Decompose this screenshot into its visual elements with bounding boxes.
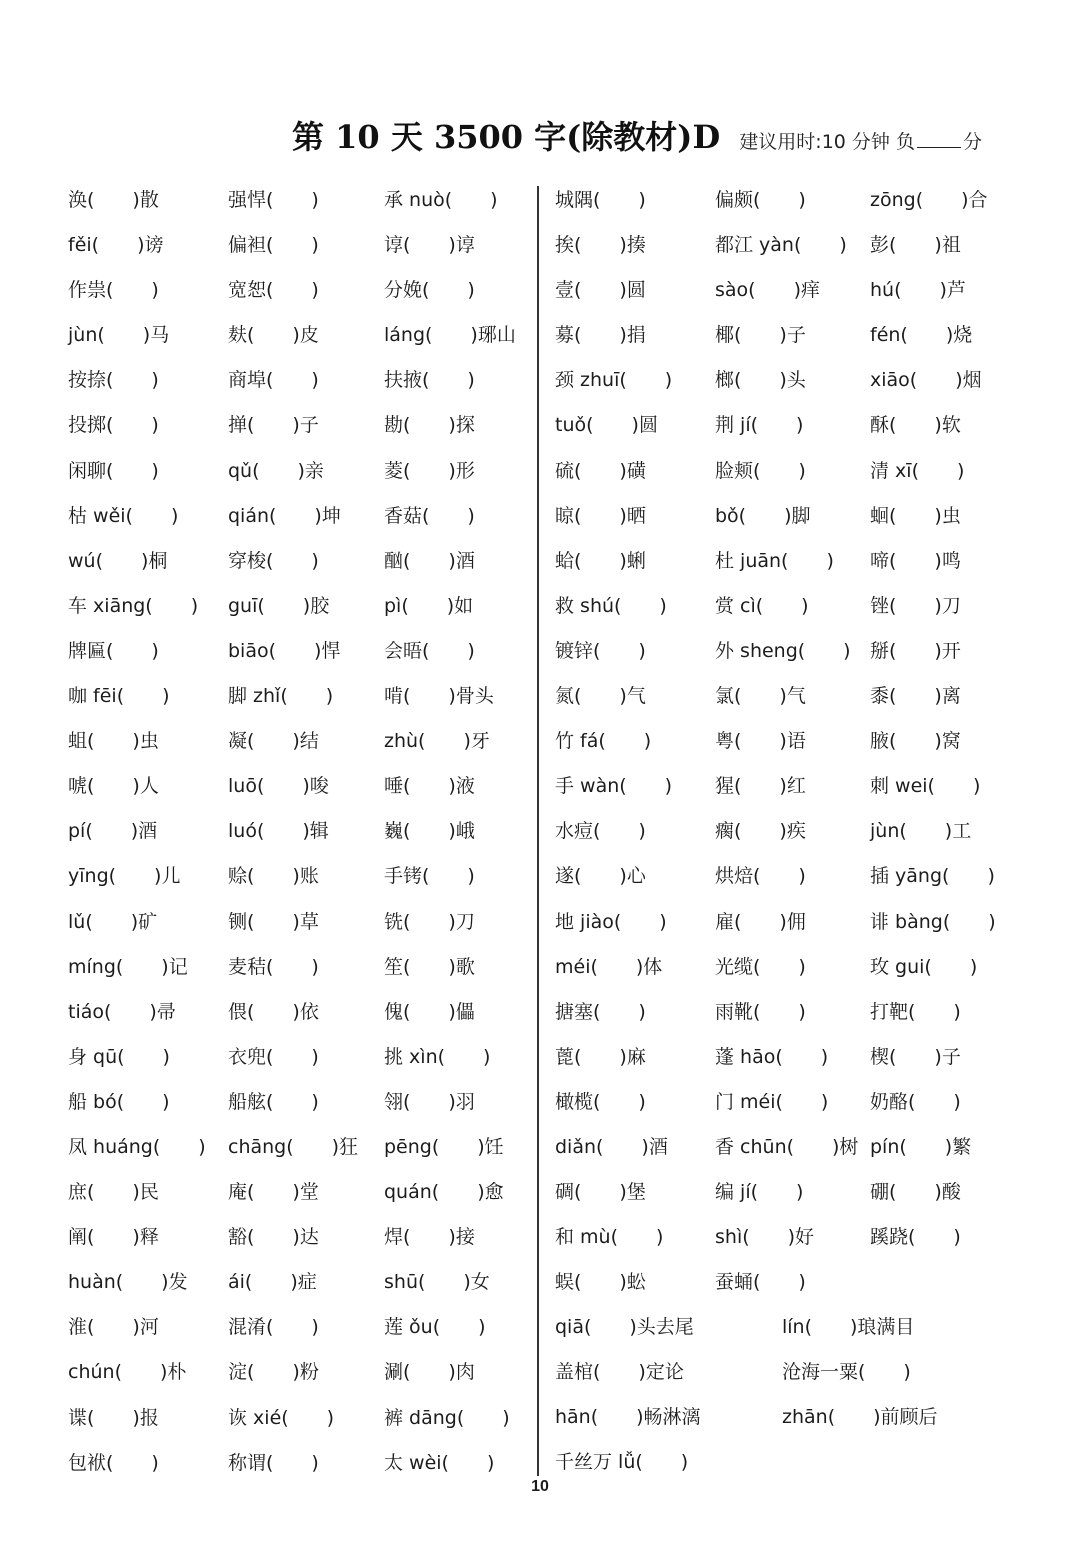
word-item[interactable]: 麸( )皮: [228, 324, 319, 347]
word-item[interactable]: diǎn( )酒: [555, 1135, 668, 1158]
word-item[interactable]: 刺 wei( ): [870, 775, 981, 798]
word-item[interactable]: 咖 fēi( ): [68, 685, 170, 708]
word-item[interactable]: lǔ( )矿: [68, 910, 158, 933]
word-item[interactable]: 投掷( ): [68, 414, 159, 437]
word-item[interactable]: shū( )女: [384, 1271, 490, 1294]
word-item[interactable]: 救 shú( ): [555, 594, 667, 617]
word-item[interactable]: 涮( )肉: [384, 1361, 475, 1384]
word-item[interactable]: qiā( )头去尾: [555, 1316, 694, 1338]
word-item[interactable]: luó( )辑: [228, 820, 329, 843]
word-item[interactable]: 淮( )河: [68, 1316, 159, 1339]
word-column-5: [715, 178, 858, 1305]
word-column-2: [228, 178, 358, 1486]
word-item[interactable]: 氯( )气: [715, 685, 806, 708]
word-item[interactable]: 涣( )散: [68, 189, 159, 211]
suggested-time: 建议用时:10 分钟 负: [739, 131, 915, 153]
word-item[interactable]: 蜈( )蚣: [555, 1271, 646, 1294]
column-divider: [537, 186, 539, 1476]
word-item[interactable]: fén( )烧: [870, 324, 973, 347]
word-item[interactable]: 镀锌( ): [555, 639, 646, 662]
word-item[interactable]: 扶掖( ): [384, 369, 475, 392]
word-item[interactable]: 商埠( ): [228, 369, 319, 392]
word-item[interactable]: zhù( )牙: [384, 730, 490, 753]
word-item[interactable]: 脸颊( ): [715, 459, 806, 482]
word-item[interactable]: 杜 juān( ): [715, 549, 834, 572]
word-item[interactable]: 啃( )骨头: [384, 685, 494, 708]
word-item[interactable]: chún( )朴: [68, 1361, 187, 1384]
word-item[interactable]: 牌匾( ): [68, 639, 159, 662]
score-unit: 分: [962, 131, 982, 153]
word-item[interactable]: 荆 jí( ): [715, 414, 804, 437]
word-item[interactable]: tuǒ( )圆: [555, 414, 658, 437]
word-item[interactable]: 竹 fá( ): [555, 730, 652, 753]
word-item[interactable]: 锉( )刀: [870, 594, 961, 617]
word-item[interactable]: 榔( )头: [715, 369, 806, 392]
word-item[interactable]: 搪塞( ): [555, 1000, 646, 1023]
word-item[interactable]: 按捺( ): [68, 369, 159, 392]
word-item[interactable]: míng( )记: [68, 955, 188, 978]
word-item[interactable]: 掰( )开: [870, 639, 961, 662]
word-item[interactable]: 赊( )账: [228, 865, 319, 888]
word-item[interactable]: 碉( )堡: [555, 1181, 646, 1204]
page-number: 10: [531, 1478, 549, 1495]
word-item[interactable]: 巍( )峨: [384, 820, 475, 843]
word-item[interactable]: 船 bó( ): [68, 1090, 170, 1113]
word-item[interactable]: 裤 dāng( ): [384, 1406, 510, 1429]
word-item[interactable]: 阐( )释: [68, 1226, 159, 1249]
word-item[interactable]: 挑 xìn( ): [384, 1045, 491, 1068]
word-item[interactable]: 勘( )探: [384, 414, 475, 437]
word-item[interactable]: 雇( )佣: [715, 910, 806, 933]
word-item[interactable]: huàn( )发: [68, 1271, 188, 1294]
word-item[interactable]: 手 wàn( ): [555, 775, 673, 798]
word-item[interactable]: 蓬 hāo( ): [715, 1045, 829, 1068]
word-item[interactable]: 硼( )酸: [870, 1181, 961, 1204]
word-item[interactable]: sào( )痒: [715, 279, 820, 302]
word-item[interactable]: 凝( )结: [228, 730, 319, 753]
word-item[interactable]: 粤( )语: [715, 730, 806, 753]
word-item[interactable]: 脚 zhǐ( ): [228, 685, 334, 708]
word-item[interactable]: 颈 zhuī( ): [555, 369, 673, 392]
word-item[interactable]: fěi( )谤: [68, 234, 164, 257]
word-item[interactable]: 啼( )鸣: [870, 549, 961, 572]
word-item[interactable]: 雨靴( ): [715, 1000, 806, 1023]
word-item[interactable]: 腋( )窝: [870, 730, 961, 753]
word-item[interactable]: 水痘( ): [555, 820, 646, 843]
word-item[interactable]: qián( )坤: [228, 504, 341, 527]
word-item[interactable]: 都江 yàn( ): [715, 234, 847, 257]
word-item[interactable]: 庶( )民: [68, 1181, 159, 1204]
word-item[interactable]: 蛆( )虫: [68, 730, 159, 753]
word-item[interactable]: 和 mù( ): [555, 1226, 664, 1249]
word-item[interactable]: 壹( )圆: [555, 279, 646, 302]
word-item[interactable]: wú( )桐: [68, 549, 168, 572]
word-item[interactable]: 身 qū( ): [68, 1045, 170, 1068]
word-item[interactable]: shì( )好: [715, 1226, 815, 1249]
idiom-column-right: [782, 1305, 938, 1440]
word-item[interactable]: 谍( )报: [68, 1406, 159, 1429]
word-item[interactable]: pì( )如: [384, 594, 474, 617]
word-item[interactable]: 猩( )红: [715, 775, 806, 798]
word-item[interactable]: 闲聊( ): [68, 459, 159, 482]
word-column-4: [555, 178, 672, 1305]
word-item[interactable]: 瘸( )疾: [715, 820, 806, 843]
word-item[interactable]: 淀( )粉: [228, 1361, 319, 1384]
word-item[interactable]: 门 méi( ): [715, 1090, 829, 1113]
word-item[interactable]: zhān( )前顾后: [782, 1406, 938, 1429]
word-item[interactable]: 蛤( )蜊: [555, 549, 646, 572]
word-item[interactable]: 豁( )达: [228, 1226, 319, 1249]
word-item[interactable]: 麦秸( ): [228, 955, 319, 978]
word-item[interactable]: chāng( )狂: [228, 1135, 359, 1158]
word-item[interactable]: 太 wèi( ): [384, 1451, 495, 1474]
word-item[interactable]: 承 nuò( ): [384, 189, 498, 211]
score-blank[interactable]: [917, 133, 961, 148]
word-item[interactable]: 笙( )歌: [384, 955, 475, 978]
word-item[interactable]: 蛔( )虫: [870, 504, 961, 527]
word-column-6: [870, 178, 996, 1260]
word-item[interactable]: zōng( )合: [870, 189, 988, 211]
word-item[interactable]: 楔( )子: [870, 1045, 961, 1068]
word-item[interactable]: 衣兜( ): [228, 1045, 319, 1068]
word-item[interactable]: 椰( )子: [715, 324, 806, 347]
word-item[interactable]: 翎( )羽: [384, 1090, 475, 1113]
word-item[interactable]: 诙 xié( ): [228, 1406, 335, 1429]
word-item[interactable]: 唾( )液: [384, 775, 475, 798]
word-item[interactable]: 城隅( ): [555, 189, 646, 211]
word-item[interactable]: 盖棺( )定论: [555, 1361, 684, 1384]
word-column-1: [68, 178, 206, 1486]
word-item[interactable]: 包袱( ): [68, 1451, 159, 1474]
word-item[interactable]: 焊( )接: [384, 1226, 475, 1249]
word-item[interactable]: 千丝万 lǚ( ): [555, 1451, 689, 1474]
word-item[interactable]: tiáo( )帚: [68, 1000, 176, 1023]
word-column-3: [384, 178, 516, 1486]
word-item[interactable]: pín( )繁: [870, 1135, 972, 1158]
word-item[interactable]: 玫 gui( ): [870, 955, 978, 978]
word-item[interactable]: 沧海一粟( ): [782, 1361, 911, 1384]
word-item[interactable]: 庵( )堂: [228, 1181, 319, 1204]
word-item[interactable]: 莲 ǒu( ): [384, 1316, 486, 1339]
word-item[interactable]: 橄榄( ): [555, 1090, 646, 1113]
word-item[interactable]: bǒ( )脚: [715, 504, 811, 527]
word-item[interactable]: 烘焙( ): [715, 865, 806, 888]
word-item[interactable]: 酗( )酒: [384, 549, 475, 572]
word-item[interactable]: 唬( )人: [68, 775, 159, 798]
word-item[interactable]: hú( )芦: [870, 279, 966, 302]
word-item[interactable]: 偎( )依: [228, 1000, 319, 1023]
word-item[interactable]: qǔ( )亲: [228, 459, 324, 482]
word-item[interactable]: 挨( )揍: [555, 234, 646, 257]
word-item[interactable]: jùn( )工: [870, 820, 972, 843]
word-item[interactable]: jùn( )马: [68, 324, 170, 347]
word-item[interactable]: biāo( )悍: [228, 639, 341, 662]
word-item[interactable]: 诽 bàng( ): [870, 910, 996, 933]
word-item[interactable]: hān( )畅淋漓: [555, 1406, 701, 1429]
word-item[interactable]: 船舷( ): [228, 1090, 319, 1113]
word-item[interactable]: 遂( )心: [555, 865, 646, 888]
word-item[interactable]: 彭( )祖: [870, 234, 961, 257]
word-item[interactable]: lín( )琅满目: [782, 1316, 915, 1338]
word-item[interactable]: 蚕蛹( ): [715, 1271, 806, 1294]
word-item[interactable]: 掸( )子: [228, 414, 319, 437]
word-item[interactable]: 穿梭( ): [228, 549, 319, 572]
word-item[interactable]: 铡( )草: [228, 910, 319, 933]
word-item[interactable]: 蹊跷( ): [870, 1226, 961, 1249]
word-item[interactable]: 香 chūn( )树: [715, 1135, 859, 1158]
word-item[interactable]: 枯 wěi( ): [68, 504, 179, 527]
word-item[interactable]: 香菇( ): [384, 504, 475, 527]
word-item[interactable]: 奶酪( ): [870, 1090, 961, 1113]
word-item[interactable]: ái( )症: [228, 1271, 317, 1294]
word-item[interactable]: 氮( )气: [555, 685, 646, 708]
word-item[interactable]: 插 yāng( ): [870, 865, 995, 888]
word-item[interactable]: 蓖( )麻: [555, 1045, 646, 1068]
word-item[interactable]: 车 xiāng( ): [68, 594, 199, 617]
word-item[interactable]: 强悍( ): [228, 189, 319, 211]
word-item[interactable]: 赏 cì( ): [715, 594, 809, 617]
word-item[interactable]: 募( )捐: [555, 324, 646, 347]
word-item[interactable]: 光缆( ): [715, 955, 806, 978]
word-item[interactable]: 清 xī( ): [870, 459, 965, 482]
word-item[interactable]: luō( )唆: [228, 775, 329, 798]
word-item[interactable]: méi( )体: [555, 955, 663, 978]
page-header: [292, 112, 982, 158]
word-item[interactable]: 手铐( ): [384, 865, 475, 888]
word-item[interactable]: quán( )愈: [384, 1181, 504, 1204]
idiom-column-left: [555, 1305, 701, 1485]
word-item[interactable]: 偏袒( ): [228, 234, 319, 257]
word-item[interactable]: 会晤( ): [384, 639, 475, 662]
word-item[interactable]: 谆( )谆: [384, 234, 475, 257]
word-item[interactable]: 偏颇( ): [715, 189, 806, 211]
word-item[interactable]: 称谓( ): [228, 1451, 319, 1474]
word-item[interactable]: yīng( )儿: [68, 865, 181, 888]
word-item[interactable]: 酥( )软: [870, 414, 961, 437]
word-item[interactable]: 外 sheng( ): [715, 639, 851, 662]
word-item[interactable]: 硫( )磺: [555, 459, 646, 482]
word-item[interactable]: 凤 huáng( ): [68, 1135, 206, 1158]
word-item[interactable]: láng( )琊山: [384, 324, 516, 347]
page-title: 第 10 天 3500 字(除教材)D: [292, 118, 721, 156]
word-item[interactable]: 打靶( ): [870, 1000, 961, 1023]
word-item[interactable]: 编 jí( ): [715, 1181, 804, 1204]
word-item[interactable]: 黍( )离: [870, 685, 961, 708]
word-item[interactable]: 铣( )刀: [384, 910, 475, 933]
word-item[interactable]: 分娩( ): [384, 279, 475, 302]
word-item[interactable]: 混淆( ): [228, 1316, 319, 1339]
word-item[interactable]: pēng( )饪: [384, 1135, 504, 1158]
word-item[interactable]: 地 jiào( ): [555, 910, 667, 933]
word-item[interactable]: guī( )胶: [228, 594, 330, 617]
word-item[interactable]: 晾( )晒: [555, 504, 646, 527]
word-item[interactable]: 傀( )儡: [384, 1000, 475, 1023]
word-item[interactable]: 作祟( ): [68, 279, 159, 302]
word-item[interactable]: 宽恕( ): [228, 279, 319, 302]
word-item[interactable]: xiāo( )烟: [870, 369, 982, 392]
word-item[interactable]: 菱( )形: [384, 459, 475, 482]
word-item[interactable]: pí( )酒: [68, 820, 158, 843]
